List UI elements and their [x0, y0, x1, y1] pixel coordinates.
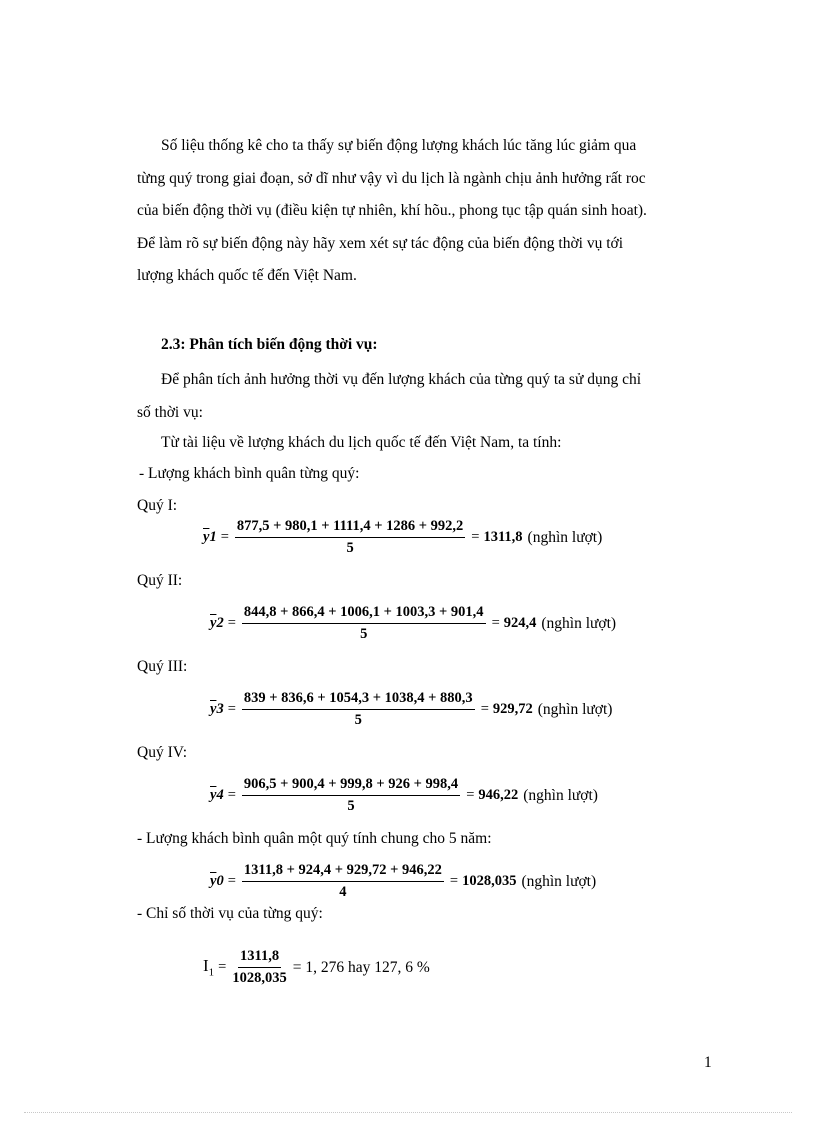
page-bottom-divider [24, 1112, 792, 1113]
section-heading: 2.3: Phân tích biến động thời vụ: [161, 336, 378, 353]
method-line: Để phân tích ảnh hưởng thời vụ đến lượng khách của từng quý ta sử dụng chỉ [161, 371, 642, 388]
quarter-1-equation: $\overline{y}1$ = $\frac{877,5 + 980,1 + 1111,4 + 1286 + 992,2}{5}$ = 1311,8 (nghìn lượt) [203, 518, 603, 556]
intro-paragraph [137, 130, 717, 293]
equation-fraction [242, 690, 475, 729]
method-line: số thời vụ: [137, 403, 203, 421]
equation-denominator: 1028,035 [232, 970, 287, 986]
intro-line: Số liệu thống kê cho ta thấy sự biến động lượng khách lúc tăng lúc giảm qua [161, 137, 637, 154]
intro-line: của biến động thời vụ (điều kiện tự nhiên, khí hõu., phong tục tập quán sinh hoat). [137, 202, 647, 219]
equation-numerator: 844,8 + 866,4 + 1006,1 + 1003,3 + 901,4 [242, 604, 486, 624]
index-variable: $I_1$ [203, 956, 215, 979]
equation-denominator: 4 [339, 884, 347, 900]
quarter-label: Quý I: [137, 497, 178, 514]
equation-denominator: 5 [360, 626, 368, 642]
intro-line: lượng khách quốc tế đến Việt Nam. [137, 267, 357, 284]
overall-avg-label: - Lượng khách bình quân một quý tính chung cho 5 năm: [137, 830, 492, 847]
equation-fraction [242, 862, 444, 901]
method-paragraph [137, 364, 717, 429]
equation-numerator: 877,5 + 980,1 + 1111,4 + 1286 + 992,2 [235, 518, 465, 538]
equation-unit: (nghìn lượt) [537, 700, 613, 718]
equation-numerator: 839 + 836,6 + 1054,3 + 1038,4 + 880,3 [242, 690, 475, 710]
quarter-label: Quý IV: [137, 744, 188, 761]
intro-line: Để làm rõ sự biến động này hãy xem xét sự tác động của biến động thời vụ tới [137, 234, 624, 252]
equation-fraction [235, 518, 465, 557]
equation-fraction [232, 948, 286, 987]
equation-variable: $\overline{y}0$ [210, 873, 224, 889]
quarter-4-equation: $\overline{y}4$ = $\frac{906,5 + 900,4 + 999,8 + 926 + 998,4}{5}$ = 946,22 (nghìn lượt) [210, 776, 598, 814]
seasonal-index-equation: $I_1$ = $\frac{1311,8}{1028,035}$ = 1, 276 hay 127, 6 % [203, 948, 430, 986]
equation-numerator: 1311,8 [238, 948, 281, 968]
intro-line: từng quý trong giai đoạn, sở dĩ như vậy vì du lịch là ngành chịu ảnh hưởng rất roc [137, 169, 646, 187]
equation-unit: (nghìn lượt) [523, 786, 598, 804]
overall-avg-equation: $\overline{y}0$ = $\frac{1311,8 + 924,4 + 929,72 + 946,22}{4}$ = 1028,035 (nghìn lượt) [210, 862, 597, 900]
avg-per-quarter-label: - Lượng khách bình quân từng quý: [139, 465, 360, 482]
equation-unit: (nghìn lượt) [541, 614, 617, 632]
equation-unit: (nghìn lượt) [527, 528, 603, 546]
quarter-label: Quý II: [137, 572, 183, 589]
equation-denominator: 5 [354, 712, 362, 728]
equation-variable: $\overline{y}4$ [210, 787, 224, 803]
page-number: 1 [704, 1054, 712, 1071]
seasonal-index-label: - Chỉ số thời vụ của từng quý: [137, 905, 323, 922]
equation-numerator: 906,5 + 900,4 + 999,8 + 926 + 998,4 [242, 776, 460, 796]
equation-unit: (nghìn lượt) [521, 872, 597, 890]
quarter-3-equation: $\overline{y}3$ = $\frac{839 + 836,6 + 1054,3 + 1038,4 + 880,3}{5}$ = 929,72 (nghìn lượt) [210, 690, 613, 728]
equation-variable: $\overline{y}1$ [203, 529, 217, 545]
equation-fraction [242, 604, 486, 643]
equation-variable: $\overline{y}3$ [210, 701, 224, 717]
equation-denominator: 5 [347, 798, 355, 814]
equation-result: 1311,8 [483, 529, 523, 545]
equation-fraction [242, 776, 460, 815]
seasonal-index-result: = 1, 276 hay 127, 6 % [292, 958, 430, 976]
equation-result: 946,22 [478, 787, 519, 803]
equation-variable: $\overline{y}2$ [210, 615, 224, 631]
equation-denominator: 5 [346, 540, 354, 556]
equation-result: 1028,035 [462, 873, 517, 889]
equation-numerator: 1311,8 + 924,4 + 929,72 + 946,22 [242, 862, 444, 882]
equation-result: 929,72 [492, 701, 533, 717]
quarter-2-equation: $\overline{y}2$ = $\frac{844,8 + 866,4 + 1006,1 + 1003,3 + 901,4}{5}$ = 924,4 (nghìn lượt) [210, 604, 617, 642]
quarter-label: Quý III: [137, 658, 188, 675]
equation-result: 924,4 [503, 615, 537, 631]
data-intro: Từ tài liệu về lượng khách du lịch quốc tế đến Việt Nam, ta tính: [161, 434, 562, 451]
